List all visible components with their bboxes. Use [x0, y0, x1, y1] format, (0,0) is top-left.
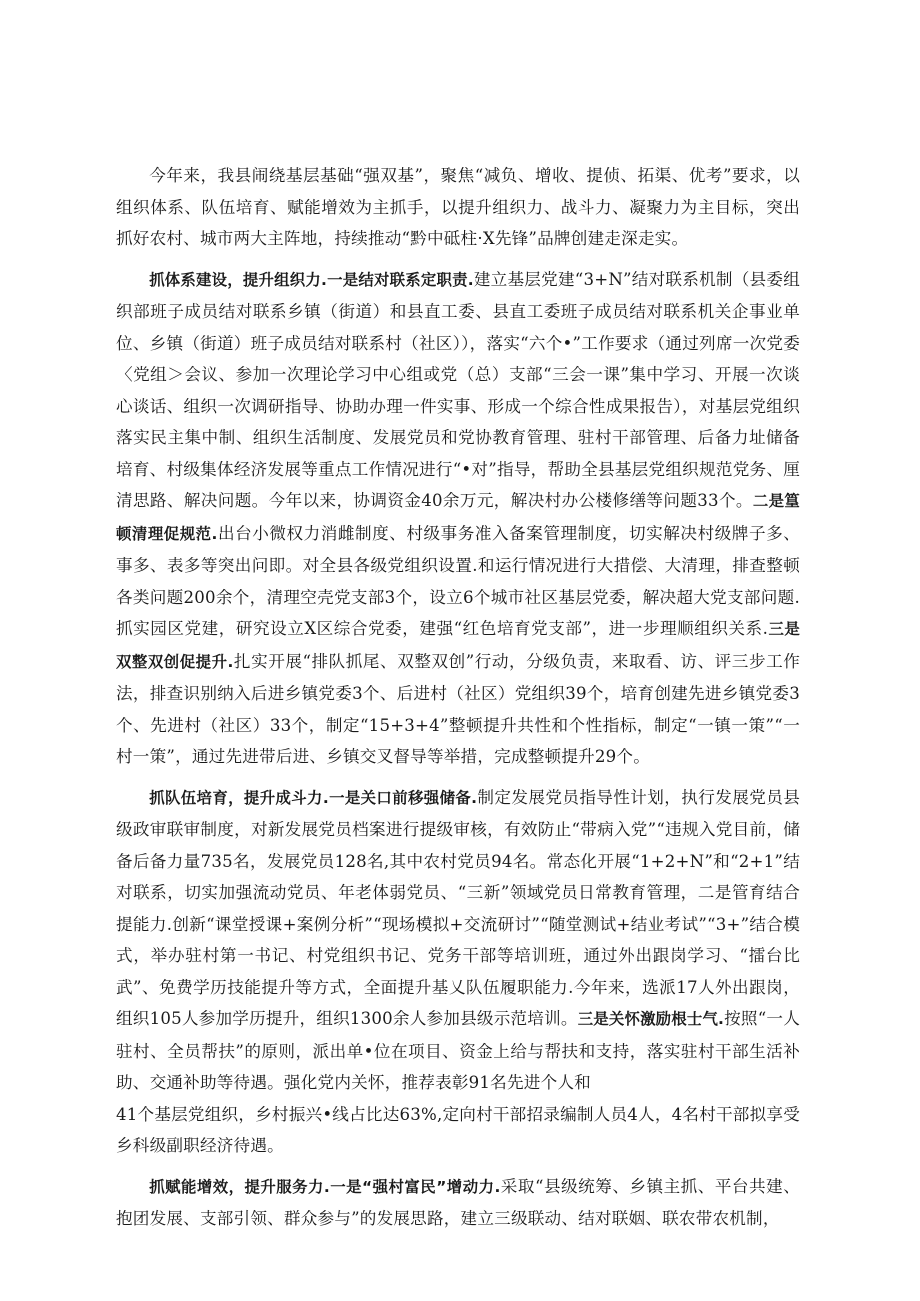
paragraph-gap [116, 1162, 800, 1171]
paragraph-gap [116, 255, 800, 264]
system-text-2: 出台小微权力消雌制度、村级事务准入备案管理制度，切实解决村级牌子多、事多、表多等突出问即。对全县各级党组织设置.和运行情况进行大措偿、大清理，排查整顿各类问题200余个，清理空壳党支部3个，设立6个城市社区基层党委，解决超大党支部问题.抓实园区党建，研究设立X区综合党委，建强“红色培育党支部”，进一步理顺组织关系. [116, 523, 800, 638]
team-text-2: 按照“一人驻村、全员帮扶”的原则，派出单•位在项目、资金上给与帮扶和支持，落实驻村干部生活补助、交通补助等待遇。强化党内关怀，推荐表彰91名先进个人和 [116, 1009, 800, 1092]
subheading-rectify: 二是篁顿清理促规范. [116, 492, 800, 543]
section-heading-system: 抓体系建设，提升组织力.一是结对联系定职责. [149, 270, 474, 289]
team-building-paragraph [116, 782, 800, 1099]
system-text-3: 扎实开展“排队抓尾、双整双创”行动，分级负责，来取看、访、评三步工作法，排查识别纳入后进乡镇党委3个、后进村（社区）党组织39个，培育创建先进乡镇党委3个、先进村（社区）33个，制定“15+3+4”整顿提升共性和个性指标，制定“一镇一策”“一村一策”，通过先进带后进、乡镇交叉督导等举措，完成整顿提升29个。 [116, 651, 801, 766]
empowerment-text-1: 采取“县级统筹、乡镇主抓、平台共建、抱团发展、支部引领、群众参与”的发展思路，建立三级联动、结对联姻、联农带农机制， [116, 1176, 800, 1228]
subheading-double-rectify: 三是双整双创促提升. [116, 620, 800, 671]
section-heading-empowerment: 抓赋能增效，提升服务力.一是 [149, 1177, 363, 1196]
team-text-1: 制定发展党员指导性计划，执行发展党员县级政审联审制度，对新发展党员档案进行提级审核，有效防止“带病入党”“违规入党目前，储备后备力量735名，发展党员128名,其中农村党员94名。常态化开展“1+2+N”和“2+1”结对联系，切实加强流动党员、年老体弱党员、“三新”领域党员日常教育管理，二是管育结合提能力.创新“课堂授课+案例分析”“现场模拟+交流研讨”“随堂测试+结业考试”“3+”结合模式，举办驻村第一书记、村党组织书记、党务干部等培训班，通过外出跟岗学习、“擂台比武”、免费学历技能提升等方式，全面提升基乂队伍履职能力.今年来，选派17人外出跟岗，组织105人参加学历提升，组织1300余人参加县级示范培训。 [116, 787, 800, 1028]
system-building-paragraph [116, 264, 800, 773]
empowerment-paragraph [116, 1171, 800, 1235]
paragraph-gap [116, 773, 800, 782]
document-body [116, 160, 800, 1235]
subheading-care: 三是关怀激励根士气. [577, 1010, 725, 1028]
subheading-strong-village: “强村富民”增动力. [362, 1177, 501, 1196]
section-heading-team: 抓队伍培育，提升成斗力.一是关口前移强储备. [149, 788, 478, 807]
continuation-paragraph: 41个基层党组织，乡村振兴•线占比达63%,定向村干部招录编制人员4人，4名村干部拟享受乡科级副职经济待遇。 [116, 1104, 800, 1155]
intro-paragraph: 今年来，我县闹绕基层基础“强双基”，聚焦“减负、增收、提侦、拓渠、优考”要求，以组织体系、队伍培育、赋能增效为主抓手，以提升组织力、战斗力、凝聚力为主目标，突出抓好农村、城市两大主阵地，持续推动“黔中砥柱·X先锋”品牌创建走深走实。 [116, 166, 800, 248]
system-text-1: 建立基层党建“3+N”结对联系机制（县委组织部班子成员结对联系乡镇（街道）和县直工委、县直工委班子成员结对联系机关企事业单位、乡镇（街道）班子成员结对联系村（社区）），落实“六个•”工作要求（通过列席一次党委〈党组＞会议、参加一次理论学习中心组或党（总）支部“三会一课”集中学习、开展一次谈心谈话、组织一次调研指导、协助办理一件实事、形成一个综合性成果报告），对基层党组织落实民主集中制、组织生活制度、发展党员和党协教育管理、驻村干部管理、后备力址储备培育、村级集体经济发展等重点工作情况进行“•对”指导，帮助全县基层党组织规范党务、厘清思路、解决问题。今年以来，协调资金40余万元，解决村办公楼修缮等问题33个。 [116, 269, 801, 510]
